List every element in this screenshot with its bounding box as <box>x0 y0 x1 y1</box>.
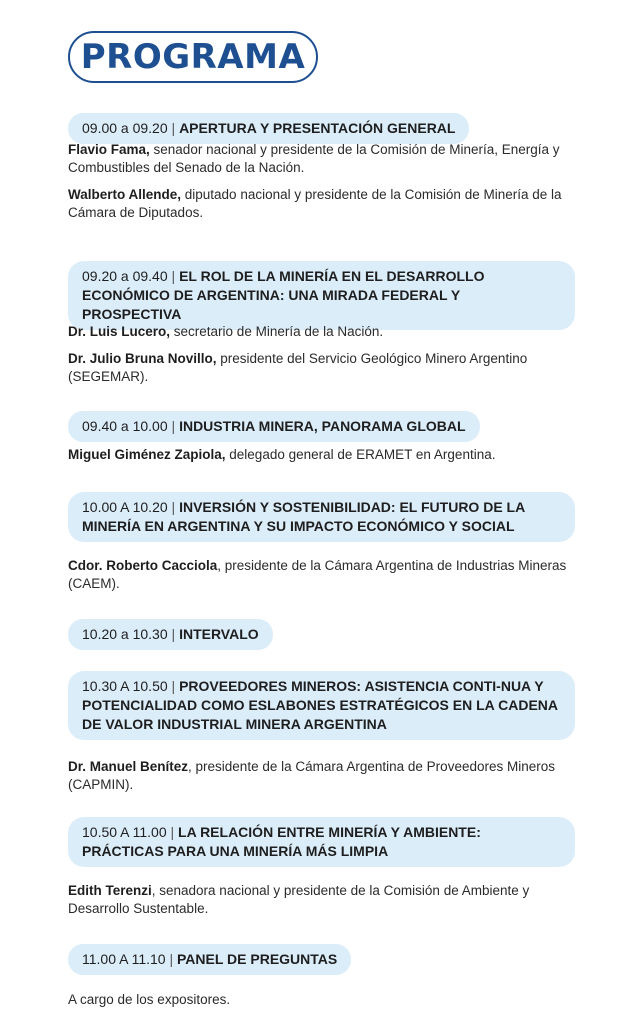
speaker-name: Edith Terenzi <box>68 883 152 898</box>
session-topic: LA RELACIÓN ENTRE MINERÍA Y AMBIENTE: PRÁCTICAS PARA UNA MINERÍA MÁS LIMPIA <box>82 824 481 859</box>
speaker-description: , senadora nacional y presidente de la Comisión de Ambiente y Desarrollo Sustentable. <box>68 883 530 916</box>
speaker-entry <box>68 758 578 794</box>
speaker-name: Walberto Allende, <box>68 187 182 202</box>
speaker-entry <box>68 186 578 222</box>
session-pill <box>68 944 351 975</box>
session-time: 09.20 a 09.40 <box>82 268 168 284</box>
speaker-description: secretario de Minería de la Nación. <box>170 324 384 339</box>
session-pill <box>68 411 480 442</box>
speaker-entry <box>68 141 578 177</box>
speaker-name: Dr. Julio Bruna Novillo, <box>68 351 217 366</box>
session-time: 10.30 A 10.50 <box>82 678 168 694</box>
speaker-description: diputado nacional y presidente de la Comisión de Minería de la Cámara de Diputados. <box>68 187 562 220</box>
speaker-description: senador nacional y presidente de la Comisión de Minería, Energía y Combustibles del Senado de la Nación. <box>68 142 560 175</box>
session-topic: EL ROL DE LA MINERÍA EN EL DESARROLLO ECONÓMICO DE ARGENTINA: UNA MIRADA FEDERAL Y PROSPECTIVA <box>82 268 485 322</box>
session-topic: INDUSTRIA MINERA, PANORAMA GLOBAL <box>179 418 466 434</box>
speaker-entry <box>68 991 578 1009</box>
speaker-description: , presidente de la Cámara Argentina de Industrias Mineras (CAEM). <box>68 558 567 591</box>
speaker-description: presidente del Servicio Geológico Minero Argentino (SEGEMAR). <box>68 351 528 384</box>
speaker-description: delegado general de ERAMET en Argentina. <box>225 447 496 462</box>
session-pill <box>68 492 575 542</box>
session-pill <box>68 619 273 650</box>
speaker-entry <box>68 557 578 593</box>
speaker-name: Dr. Luis Lucero, <box>68 324 171 339</box>
page-title: PROGRAMA <box>68 31 318 83</box>
session-time: 09.00 a 09.20 <box>82 120 168 136</box>
separator: | <box>171 626 180 642</box>
speaker-entry <box>68 882 578 918</box>
separator: | <box>171 120 180 136</box>
session-topic: APERTURA Y PRESENTACIÓN GENERAL <box>179 120 456 136</box>
speaker-entry <box>68 446 578 464</box>
session-time: 11.00 A 11.10 <box>82 951 166 967</box>
session-topic: PROVEEDORES MINEROS: ASISTENCIA CONTI-NUA Y POTENCIALIDAD COMO ESLABONES ESTRATÉGICOS EN LA CADENA DE VALOR INDUSTRIAL MINERA ARGENTINA <box>82 678 558 732</box>
session-time: 10.20 a 10.30 <box>82 626 168 642</box>
speaker-entry <box>68 350 578 386</box>
speaker-name: Dr. Manuel Benítez <box>68 759 189 774</box>
separator: | <box>171 678 180 694</box>
session-pill <box>68 113 469 144</box>
speaker-name: Cdor. Roberto Cacciola <box>68 558 218 573</box>
session-pill <box>68 671 575 740</box>
separator: | <box>171 418 180 434</box>
session-topic: PANEL DE PREGUNTAS <box>176 951 338 967</box>
session-pill <box>68 261 575 330</box>
speaker-name: Miguel Giménez Zapiola, <box>68 447 226 462</box>
session-time: 09.40 a 10.00 <box>82 418 168 434</box>
speaker-entry <box>68 323 578 341</box>
speaker-name: Flavio Fama, <box>68 142 150 157</box>
session-time: 10.50 A 11.00 <box>82 824 167 840</box>
session-pill <box>68 817 575 867</box>
separator: | <box>171 499 180 515</box>
separator: | <box>169 951 177 967</box>
separator: | <box>170 824 179 840</box>
session-topic: INTERVALO <box>179 626 259 642</box>
session-time: 10.00 A 10.20 <box>82 499 168 515</box>
speaker-description: , presidente de la Cámara Argentina de Proveedores Mineros (CAPMIN). <box>68 759 555 792</box>
speaker-description: A cargo de los expositores. <box>68 992 231 1007</box>
session-topic: INVERSIÓN Y SOSTENIBILIDAD: EL FUTURO DE LA MINERÍA EN ARGENTINA Y SU IMPACTO ECONÓMICO Y SOCIAL <box>82 499 525 534</box>
separator: | <box>171 268 180 284</box>
